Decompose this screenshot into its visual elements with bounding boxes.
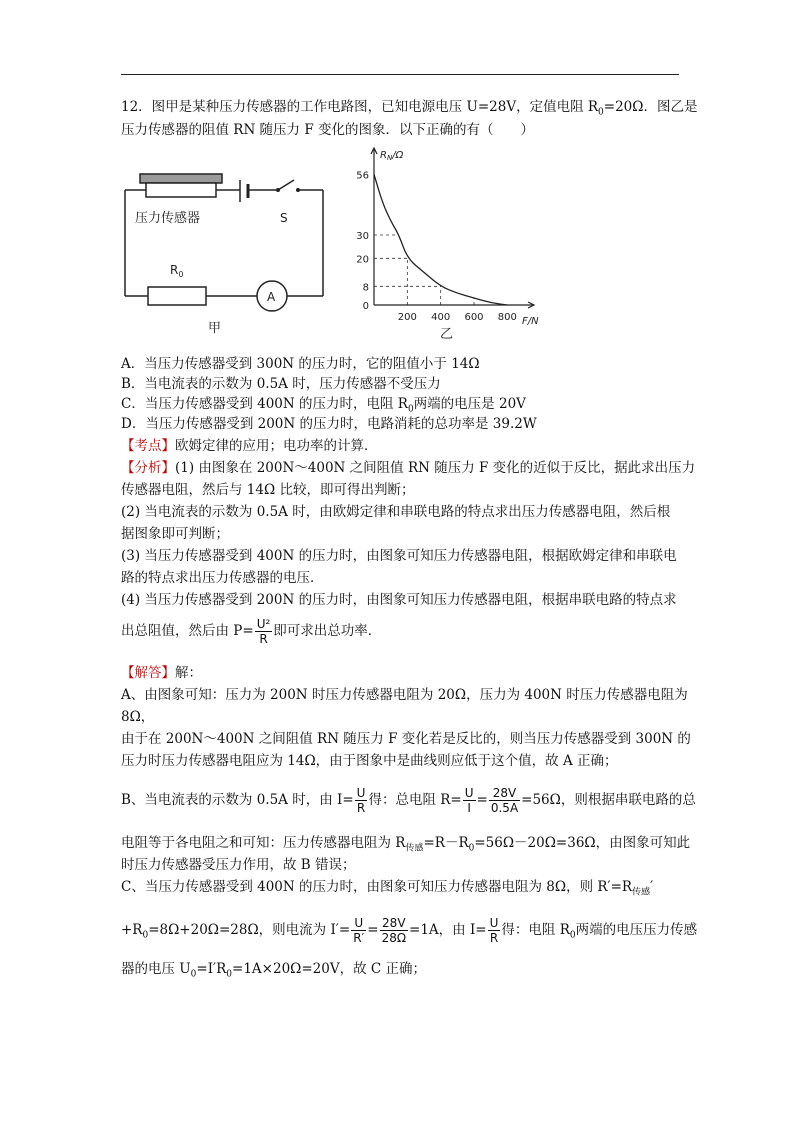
- fenxi-line-2: 传感器电阻，然后与 14Ω 比较，即可得出判断；: [121, 482, 415, 498]
- option-a: A．当压力传感器受到 300N 的压力时，它的阻值小于 14Ω: [121, 356, 480, 372]
- x-tick-label: 400: [431, 312, 451, 323]
- resistor-label: $R_0$: [170, 263, 184, 279]
- jieda-a-line-1: A、由图象可知：压力为 200N 时压力传感器电阻为 20Ω，压力为 400N 时压力传感器电阻为: [121, 687, 688, 703]
- option-b: B．当电流表的示数为 0.5A 时，压力传感器不受压力: [121, 376, 441, 392]
- jieda-a-line-3: 由于在 200N～400N 之间阻值 RN 随压力 F 变化若是反比的，则当压力传感器受到 300N 的: [121, 731, 691, 747]
- kaodian-line: 【考点】欧姆定律的应用；电功率的计算．: [121, 438, 378, 454]
- current-fraction: $\frac{U}{R'}$: [353, 916, 365, 945]
- ohm-law-fraction: $\frac{U}{R}$: [356, 786, 366, 815]
- jieda-a-line-4: 压力时压力传感器电阻应为 14Ω，由于图象中是曲线则应低于这个值，故 A 正确；: [121, 753, 618, 769]
- header-rule: [121, 74, 679, 75]
- jieda-a-line-2: 8Ω，: [121, 709, 155, 725]
- y-axis-label: $R_N/\Omega$: [380, 150, 404, 162]
- ohm-law-fraction-2: $\frac{U}{R}$: [489, 916, 499, 945]
- y-tick-label: 30: [356, 231, 369, 242]
- option-c: C．当压力传感器受到 400N 的压力时，电阻 $R_0$两端的电压是 20V: [121, 396, 526, 415]
- x-tick-label: 800: [497, 312, 517, 323]
- y-tick-label: 0: [362, 301, 369, 312]
- ammeter-label: A: [267, 290, 276, 304]
- y-tick-label: 20: [356, 254, 369, 266]
- jieda-b-line-3: 时压力传感器受压力作用，故 B 错误；: [121, 857, 356, 873]
- sensor-label: 压力传感器: [135, 211, 201, 226]
- question-line-2: 压力传感器的阻值 RN 随压力 F 变化的图象．以下正确的有（ ）: [121, 122, 535, 138]
- fenxi-line-1: 【分析】(1) 由图象在 200N～400N 之间阻值 RN 随压力 F 变化的近似于反比，据此求出压力: [121, 460, 696, 476]
- jieda-b-line-2: 电阻等于各电阻之和可知：压力传感器电阻为 $R_{传感}=R-R_0=56\Omega-20\Omega=36\Omega$，由图象可知此: [121, 835, 691, 854]
- option-d: D．当压力传感器受到 200N 的压力时，电路消耗的总功率是 39.2W: [121, 416, 537, 432]
- jieda-b-line-1: B、当电流表的示数为 0.5A 时，由 I= $\frac{U}{R}$ 得：总电阻 R= $\frac{U}{I}$ = $\frac{28V}{0.5A}$ =56Ω，则根据串联电路的总: [121, 786, 696, 815]
- jieda-tag: 【解答】: [121, 665, 175, 681]
- fenxi-line-5: (3) 当压力传感器受到 400N 的压力时，由图象可知压力传感器电阻，根据欧姆定律和串联电: [121, 548, 677, 564]
- question-line-1: 12．图甲是某种压力传感器的工作电路图，已知电源电压 U=28V，定值电阻 $R_0=20\Omega$．图乙是: [121, 99, 698, 118]
- jieda-c-line-1: C、当压力传感器受到 400N 的压力时，由图象可知压力传感器电阻为 8Ω，则 $R'=R_{传感}'$: [121, 879, 654, 898]
- x-axis-label: F/N: [522, 316, 539, 327]
- series-line: [374, 174, 507, 305]
- resistance-value-fraction: $\frac{28V}{0.5A}$: [490, 786, 519, 815]
- x-tick-label: 200: [397, 312, 417, 323]
- kaodian-tag: 【考点】: [121, 438, 175, 454]
- switch-label: S: [280, 211, 288, 225]
- y-tick-label: 8: [362, 282, 369, 294]
- fenxi-line-6: 路的特点求出压力传感器的电压．: [121, 570, 324, 586]
- resistance-fraction: $\frac{U}{I}$: [464, 786, 474, 815]
- fenxi-line-7: (4) 当压力传感器受到 200N 的压力时，由图象可知压力传感器电阻，根据串联电路的特点求: [121, 592, 677, 608]
- x-tick-label: 600: [464, 312, 484, 323]
- jieda-c-line-2: $+R_0=8\Omega+20\Omega=28\Omega$，则电流为 I′= $\frac{U}{R'}$ = $\frac{28V}{28\Omega}$ =1A，由 I= $\frac{U}{R}$ 得：电阻 $R_0$两端的电压压力传感: [121, 916, 698, 945]
- sensor-plate: [140, 174, 222, 183]
- fenxi-line-8: 出总阻值，然后由 P= $\frac{\text{U²}}{R}$ 即可求出总功率．: [121, 617, 382, 646]
- power-formula-fraction: $\frac{\text{U²}}{R}$: [256, 617, 271, 646]
- fenxi-line-3: (2) 当电流表的示数为 0.5A 时，由欧姆定律和串联电路的特点求出压力传感器电阻，然后根: [121, 504, 671, 520]
- jieda-c-line-3: 器的电压 $U_0=I'R_0=1A\times 20\Omega=20V$，故 C 正确；: [121, 961, 426, 980]
- switch-arm: [278, 180, 294, 190]
- jieda-heading: 【解答】解：: [121, 665, 202, 681]
- fenxi-line-4: 据图象即可判断；: [121, 526, 229, 542]
- circuit-caption: 甲: [208, 321, 222, 336]
- fenxi-tag: 【分析】: [121, 460, 175, 476]
- resistor-r0: [148, 287, 206, 305]
- circuit-diagram: [118, 160, 338, 340]
- sensor-body: [146, 183, 216, 197]
- current-value-fraction: $\frac{28V}{28\Omega}$: [381, 916, 407, 945]
- chart-caption: 乙: [440, 327, 454, 342]
- resistance-force-chart: [350, 140, 560, 345]
- y-tick-label: 56: [356, 170, 369, 182]
